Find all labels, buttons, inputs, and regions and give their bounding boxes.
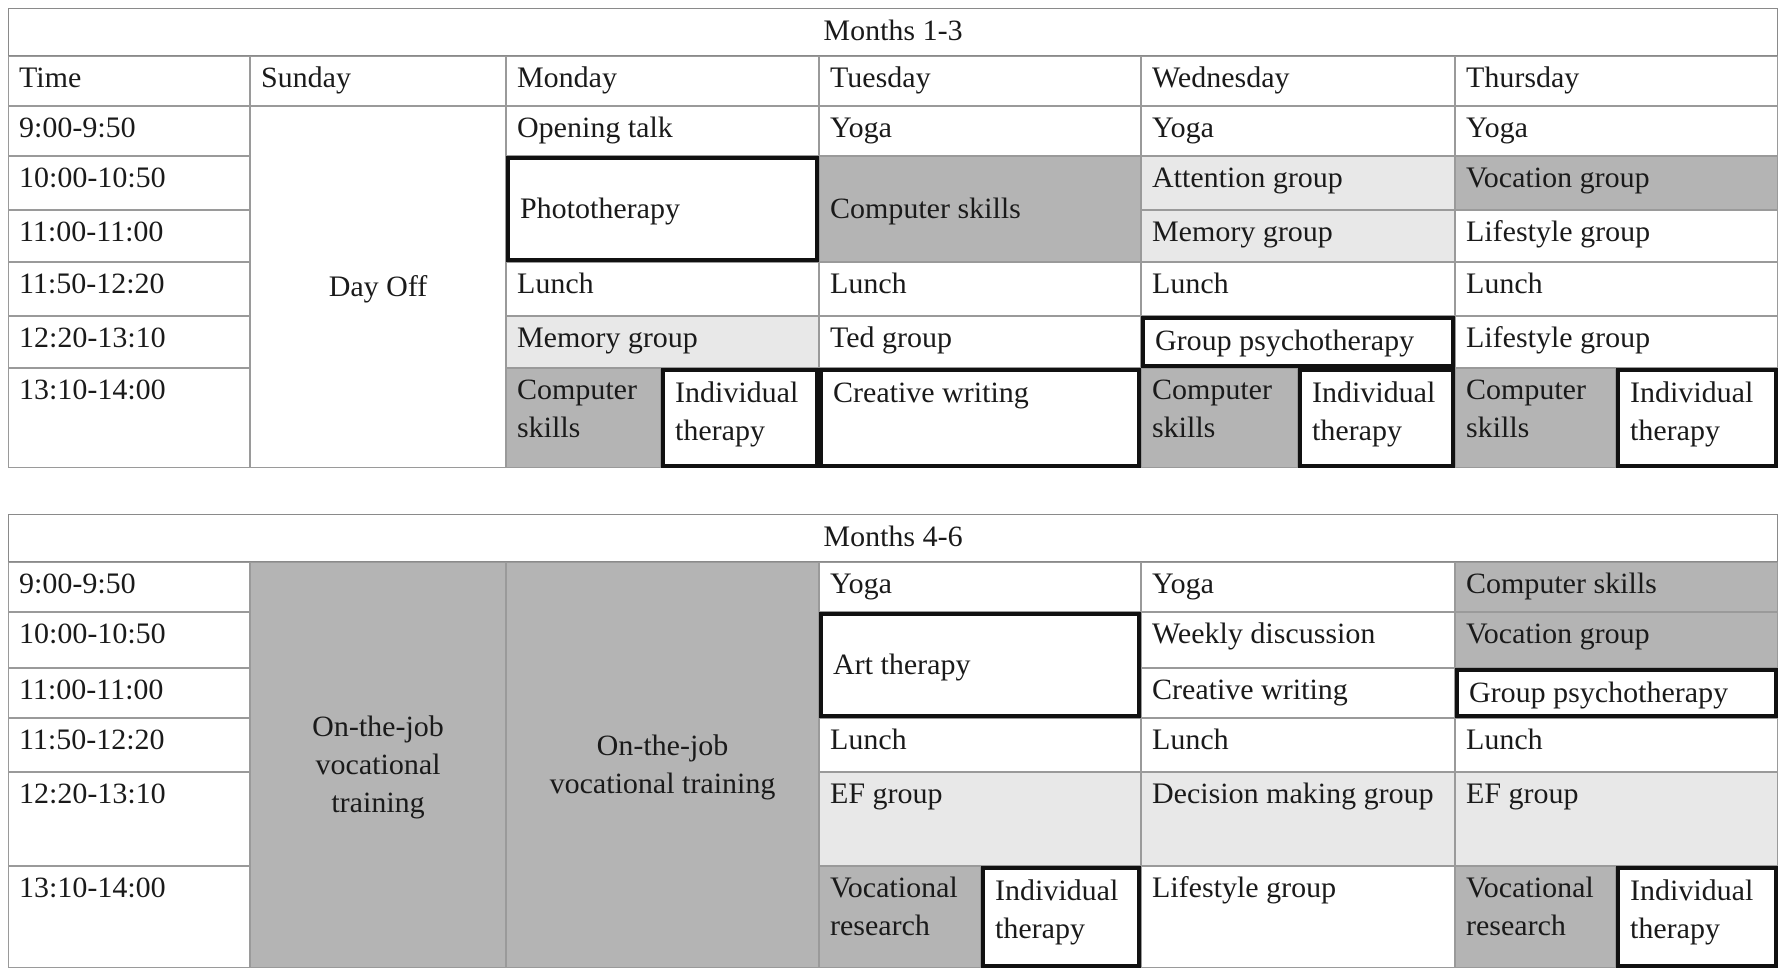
monday-session: Lunch (506, 262, 819, 316)
monday-session: Opening talk (506, 106, 819, 156)
time-cell: 11:00-11:00 (8, 668, 250, 718)
tuesday-session: Individual therapy (981, 866, 1141, 968)
wednesday-session: Memory group (1141, 210, 1455, 262)
tuesday-session: Vocational research (819, 866, 981, 968)
time-cell: 12:20-13:10 (8, 772, 250, 866)
wednesday-session: Yoga (1141, 106, 1455, 156)
header-thursday: Thursday (1455, 56, 1778, 106)
wednesday-session: Attention group (1141, 156, 1455, 210)
thursday-session: Lifestyle group (1455, 210, 1778, 262)
thursday-session: Individual therapy (1616, 368, 1778, 468)
schedule-months-4-6 (8, 514, 1778, 968)
tuesday-session: Lunch (819, 262, 1141, 316)
header-time: Time (8, 56, 250, 106)
monday-session: Phototherapy (506, 156, 819, 262)
tuesday-session: Computer skills (819, 156, 1141, 262)
tuesday-session: Lunch (819, 718, 1141, 772)
header-wednesday: Wednesday (1141, 56, 1455, 106)
thursday-session: Vocation group (1455, 612, 1778, 668)
time-cell: 13:10-14:00 (8, 866, 250, 968)
time-cell: 9:00-9:50 (8, 106, 250, 156)
wednesday-session: Decision making group (1141, 772, 1455, 866)
header-tuesday: Tuesday (819, 56, 1141, 106)
wednesday-session: Lunch (1141, 262, 1455, 316)
monday-session: Memory group (506, 316, 819, 368)
sunday-training: On-the-job vocational training (250, 562, 506, 968)
wednesday-session: Computer skills (1141, 368, 1298, 468)
monday-training: On-the-job vocational training (506, 562, 819, 968)
tuesday-session: Yoga (819, 106, 1141, 156)
thursday-session: EF group (1455, 772, 1778, 866)
time-cell: 12:20-13:10 (8, 316, 250, 368)
wednesday-session: Weekly discussion (1141, 612, 1455, 668)
wednesday-session: Group psychotherapy (1141, 316, 1455, 368)
schedule-title: Months 4-6 (8, 514, 1778, 562)
time-cell: 11:50-12:20 (8, 718, 250, 772)
wednesday-session: Lifestyle group (1141, 866, 1455, 968)
time-cell: 9:00-9:50 (8, 562, 250, 612)
monday-session: Individual therapy (661, 368, 819, 468)
thursday-session: Individual therapy (1616, 866, 1778, 968)
thursday-session: Computer skills (1455, 562, 1778, 612)
tuesday-session: EF group (819, 772, 1141, 866)
time-cell: 13:10-14:00 (8, 368, 250, 468)
sunday-day-off: Day Off (250, 106, 506, 468)
thursday-session: Yoga (1455, 106, 1778, 156)
time-cell: 11:50-12:20 (8, 262, 250, 316)
time-cell: 11:00-11:00 (8, 210, 250, 262)
tuesday-session: Creative writing (819, 368, 1141, 468)
time-cell: 10:00-10:50 (8, 612, 250, 668)
thursday-session: Lunch (1455, 262, 1778, 316)
header-monday: Monday (506, 56, 819, 106)
tuesday-session: Art therapy (819, 612, 1141, 718)
thursday-session: Computer skills (1455, 368, 1616, 468)
time-cell: 10:00-10:50 (8, 156, 250, 210)
wednesday-session: Yoga (1141, 562, 1455, 612)
wednesday-session: Individual therapy (1298, 368, 1455, 468)
schedule-title: Months 1-3 (8, 8, 1778, 56)
monday-session: Computer skills (506, 368, 661, 468)
tuesday-session: Yoga (819, 562, 1141, 612)
schedule-months-1-3 (8, 8, 1778, 468)
wednesday-session: Creative writing (1141, 668, 1455, 718)
thursday-session: Group psychotherapy (1455, 668, 1778, 718)
thursday-session: Lifestyle group (1455, 316, 1778, 368)
thursday-session: Vocation group (1455, 156, 1778, 210)
thursday-session: Lunch (1455, 718, 1778, 772)
header-sunday: Sunday (250, 56, 506, 106)
thursday-session: Vocational research (1455, 866, 1616, 968)
wednesday-session: Lunch (1141, 718, 1455, 772)
tuesday-session: Ted group (819, 316, 1141, 368)
